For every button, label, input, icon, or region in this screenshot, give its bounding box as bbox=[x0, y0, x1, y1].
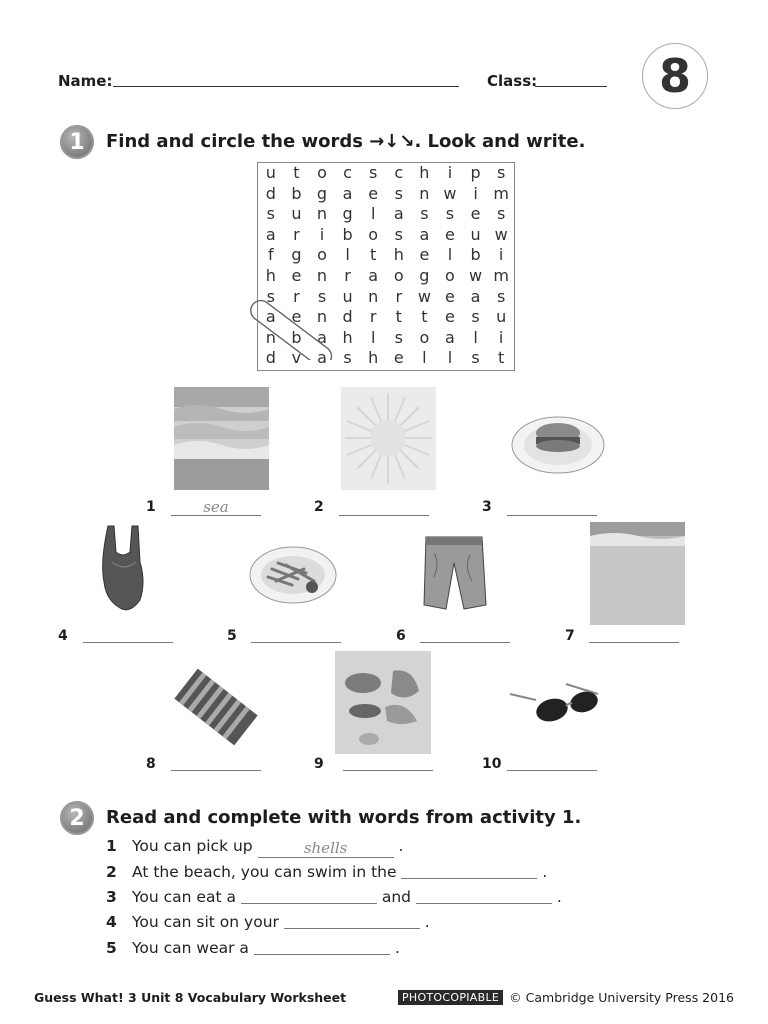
sentence-1-text: You can pick up bbox=[132, 837, 253, 855]
item-7-number: 7 bbox=[565, 628, 575, 644]
sentence-5-number: 5 bbox=[106, 939, 117, 957]
grid-letter[interactable]: o bbox=[445, 265, 455, 285]
unit-number-badge: 8 bbox=[642, 43, 708, 109]
grid-letter[interactable]: o bbox=[317, 245, 327, 265]
grid-letter[interactable]: s bbox=[343, 348, 352, 368]
grid-letter[interactable]: u bbox=[342, 286, 353, 306]
item-2-answer[interactable] bbox=[339, 499, 429, 516]
grid-letter[interactable]: e bbox=[368, 183, 379, 203]
sentence-3-number: 3 bbox=[106, 888, 117, 906]
grid-letter[interactable]: a bbox=[470, 286, 481, 306]
grid-letter[interactable]: l bbox=[370, 327, 376, 347]
footer-right bbox=[398, 990, 734, 1005]
grid-letter[interactable]: a bbox=[393, 204, 404, 224]
activity-1-title: Find and circle the words →↓↘. Look and write. bbox=[106, 131, 586, 152]
grid-letter[interactable]: o bbox=[368, 224, 379, 244]
item-9-number: 9 bbox=[314, 756, 324, 772]
item-1-number: 1 bbox=[146, 499, 156, 515]
grid-letter[interactable]: l bbox=[422, 348, 427, 368]
item-6-answer[interactable] bbox=[420, 626, 510, 643]
grid-letter[interactable]: u bbox=[291, 204, 302, 224]
grid-letter[interactable]: w bbox=[443, 183, 457, 203]
grid-letter[interactable]: s bbox=[369, 163, 378, 182]
sunglasses-picture bbox=[506, 680, 602, 730]
sentence-4-text: You can sit on your bbox=[132, 913, 279, 931]
grid-letter[interactable]: t bbox=[395, 307, 402, 327]
name-label: Name: bbox=[58, 72, 113, 90]
name-field[interactable] bbox=[113, 86, 459, 87]
grid-letter[interactable]: w bbox=[494, 224, 508, 244]
grid-letter[interactable]: s bbox=[317, 286, 327, 306]
item-5-number: 5 bbox=[227, 628, 237, 644]
class-field[interactable] bbox=[535, 86, 607, 87]
grid-letter[interactable]: l bbox=[447, 245, 453, 265]
grid-letter[interactable]: i bbox=[447, 163, 453, 182]
grid-letter[interactable]: l bbox=[370, 204, 376, 224]
sentence-4-blank[interactable] bbox=[284, 912, 420, 929]
grid-letter[interactable]: s bbox=[266, 204, 275, 224]
sentence-2-text: At the beach, you can swim in the bbox=[132, 863, 397, 881]
sentence-4-end: . bbox=[424, 913, 430, 931]
sun-picture bbox=[341, 387, 436, 490]
grid-letter[interactable]: u bbox=[496, 307, 507, 327]
item-9-answer[interactable] bbox=[343, 754, 433, 771]
towel-picture bbox=[170, 668, 262, 746]
grid-letter[interactable]: m bbox=[493, 265, 509, 285]
grid-letter[interactable]: t bbox=[498, 348, 505, 368]
sentence-3-and: and bbox=[381, 888, 411, 906]
grid-letter[interactable]: e bbox=[470, 204, 481, 224]
sentence-1-number: 1 bbox=[106, 837, 117, 855]
grid-letter[interactable]: h bbox=[393, 245, 404, 265]
sentence-1 bbox=[106, 837, 403, 858]
activity-2-title: Read and complete with words from activity 1. bbox=[106, 807, 582, 828]
grid-letter[interactable]: g bbox=[291, 245, 302, 265]
chips-plate-picture bbox=[248, 543, 338, 605]
grid-letter[interactable]: o bbox=[393, 265, 404, 285]
grid-letter[interactable]: s bbox=[445, 204, 455, 224]
sand-beach-picture bbox=[590, 522, 685, 625]
grid-letter[interactable]: s bbox=[420, 204, 429, 224]
item-7-answer[interactable] bbox=[589, 626, 679, 643]
grid-letter[interactable]: e bbox=[393, 348, 404, 368]
sentence-3-blank-b[interactable] bbox=[416, 887, 552, 904]
item-5-answer[interactable] bbox=[251, 626, 341, 643]
grid-letter[interactable]: b bbox=[470, 245, 481, 265]
grid-letter[interactable]: e bbox=[291, 265, 302, 285]
grid-letter[interactable]: n bbox=[265, 327, 276, 347]
item-2-number: 2 bbox=[314, 499, 324, 515]
grid-letter[interactable]: g bbox=[419, 265, 430, 285]
item-6-number: 6 bbox=[396, 628, 406, 644]
grid-letter[interactable]: i bbox=[473, 183, 478, 203]
grid-letter[interactable]: r bbox=[344, 265, 351, 285]
grid-letter[interactable]: r bbox=[293, 224, 300, 244]
item-4-number: 4 bbox=[58, 628, 68, 644]
grid-letter[interactable]: e bbox=[445, 224, 455, 244]
grid-letter[interactable]: a bbox=[317, 327, 327, 347]
class-label: Class: bbox=[487, 72, 538, 90]
grid-letter[interactable]: f bbox=[267, 245, 274, 265]
grid-letter[interactable]: a bbox=[445, 327, 455, 347]
grid-letter[interactable]: s bbox=[496, 204, 506, 224]
sentence-3 bbox=[106, 887, 562, 906]
sentence-2-number: 2 bbox=[106, 863, 117, 881]
grid-row bbox=[258, 204, 514, 225]
grid-letter[interactable]: s bbox=[394, 183, 403, 203]
grid-letter[interactable]: d bbox=[342, 307, 353, 327]
grid-letter[interactable]: a bbox=[265, 307, 276, 327]
grid-letter[interactable]: s bbox=[394, 224, 403, 244]
grid-letter[interactable]: c bbox=[343, 163, 352, 182]
grid-letter[interactable]: n bbox=[316, 307, 328, 327]
grid-letter[interactable]: h bbox=[265, 265, 276, 285]
item-8-answer[interactable] bbox=[171, 754, 261, 771]
item-4-answer[interactable] bbox=[83, 626, 173, 643]
activity-2-number: 2 bbox=[60, 801, 94, 835]
sentence-3-blank-a[interactable] bbox=[241, 887, 377, 904]
item-10-answer[interactable] bbox=[507, 754, 597, 771]
footer-title: Guess What! 3 Unit 8 Vocabulary Worksheet bbox=[34, 990, 347, 1005]
activity-1-number: 1 bbox=[60, 125, 94, 159]
grid-letter[interactable]: a bbox=[317, 348, 327, 368]
sentence-4-number: 4 bbox=[106, 913, 117, 931]
grid-row bbox=[258, 245, 514, 266]
item-3-answer[interactable] bbox=[507, 499, 597, 516]
grid-letter[interactable]: r bbox=[293, 286, 300, 306]
grid-letter[interactable]: a bbox=[342, 183, 353, 203]
grid-letter[interactable]: e bbox=[445, 307, 455, 327]
grid-letter[interactable]: s bbox=[496, 286, 506, 306]
grid-letter[interactable]: h bbox=[368, 348, 379, 368]
photocopiable-badge: PHOTOCOPIABLE bbox=[398, 990, 503, 1005]
grid-letter[interactable]: b bbox=[342, 224, 353, 244]
grid-letter[interactable]: s bbox=[471, 307, 480, 327]
grid-letter[interactable]: p bbox=[470, 163, 481, 182]
sentence-5 bbox=[106, 938, 400, 957]
grid-letter[interactable]: o bbox=[419, 327, 430, 347]
grid-letter[interactable]: t bbox=[421, 307, 428, 327]
sentence-4 bbox=[106, 912, 430, 931]
grid-row bbox=[258, 163, 514, 184]
sentence-1-blank[interactable]: shells bbox=[258, 841, 394, 858]
sentence-5-blank[interactable] bbox=[254, 938, 390, 955]
grid-row bbox=[258, 225, 514, 246]
grid-letter[interactable]: s bbox=[471, 348, 480, 368]
swimsuit-picture bbox=[100, 522, 146, 614]
copyright-text: © Cambridge University Press 2016 bbox=[509, 990, 734, 1005]
grid-letter[interactable]: b bbox=[291, 183, 302, 203]
sentence-3-text: You can eat a bbox=[132, 888, 236, 906]
sentence-2 bbox=[106, 862, 547, 881]
grid-letter[interactable]: l bbox=[447, 348, 453, 368]
grid-letter[interactable]: u bbox=[470, 224, 481, 244]
grid-letter[interactable]: n bbox=[368, 286, 379, 306]
sentence-3-end: . bbox=[556, 888, 562, 906]
item-3-number: 3 bbox=[482, 499, 492, 515]
grid-letter[interactable]: n bbox=[316, 265, 328, 285]
sentence-5-text: You can wear a bbox=[132, 939, 249, 957]
shells-picture bbox=[335, 651, 431, 754]
grid-letter[interactable]: l bbox=[345, 245, 350, 265]
item-8-number: 8 bbox=[146, 756, 156, 772]
burger-plate-picture bbox=[511, 405, 606, 475]
grid-letter[interactable]: t bbox=[370, 245, 377, 265]
grid-letter[interactable]: s bbox=[266, 286, 275, 306]
grid-letter[interactable]: i bbox=[498, 245, 504, 265]
grid-letter[interactable]: r bbox=[395, 286, 403, 306]
grid-letter[interactable]: b bbox=[291, 327, 302, 347]
sentence-1-end: . bbox=[398, 837, 404, 855]
example-circle-annotation bbox=[250, 280, 345, 360]
grid-letter[interactable]: e bbox=[445, 286, 455, 306]
grid-letter[interactable]: c bbox=[394, 163, 404, 182]
sentence-2-end: . bbox=[542, 863, 548, 881]
grid-letter[interactable]: d bbox=[265, 348, 276, 368]
grid-letter[interactable]: h bbox=[419, 163, 430, 182]
grid-letter[interactable]: h bbox=[342, 327, 353, 347]
grid-letter[interactable]: n bbox=[419, 183, 430, 203]
grid-letter[interactable]: a bbox=[419, 224, 430, 244]
grid-letter[interactable]: e bbox=[419, 245, 430, 265]
grid-letter[interactable]: d bbox=[265, 183, 276, 203]
grid-letter[interactable]: m bbox=[493, 183, 509, 203]
grid-letter[interactable]: l bbox=[473, 327, 478, 347]
grid-letter[interactable]: e bbox=[291, 307, 302, 327]
grid-letter[interactable]: g bbox=[316, 183, 328, 203]
grid-letter[interactable]: s bbox=[394, 327, 403, 347]
grid-letter[interactable]: i bbox=[319, 224, 325, 244]
grid-row bbox=[258, 184, 514, 205]
grid-letter[interactable]: a bbox=[265, 224, 276, 244]
grid-letter[interactable]: i bbox=[498, 327, 504, 347]
grid-letter[interactable]: r bbox=[369, 307, 377, 327]
grid-letter[interactable]: o bbox=[317, 163, 327, 182]
sea-waves-picture bbox=[174, 387, 269, 490]
grid-letter[interactable]: n bbox=[316, 204, 328, 224]
sentence-2-blank[interactable] bbox=[401, 862, 537, 879]
grid-letter[interactable]: a bbox=[368, 265, 379, 285]
item-10-number: 10 bbox=[482, 756, 502, 772]
grid-letter[interactable]: w bbox=[469, 265, 483, 285]
grid-letter[interactable]: v bbox=[291, 348, 302, 368]
grid-letter[interactable]: u bbox=[265, 163, 276, 182]
swim-shorts-picture bbox=[420, 533, 488, 613]
grid-letter[interactable]: s bbox=[496, 163, 506, 182]
grid-letter[interactable]: t bbox=[293, 163, 300, 182]
item-1-answer[interactable]: sea bbox=[171, 499, 261, 516]
grid-letter[interactable]: g bbox=[342, 204, 353, 224]
sentence-5-end: . bbox=[394, 939, 400, 957]
grid-letter[interactable]: w bbox=[417, 286, 431, 306]
